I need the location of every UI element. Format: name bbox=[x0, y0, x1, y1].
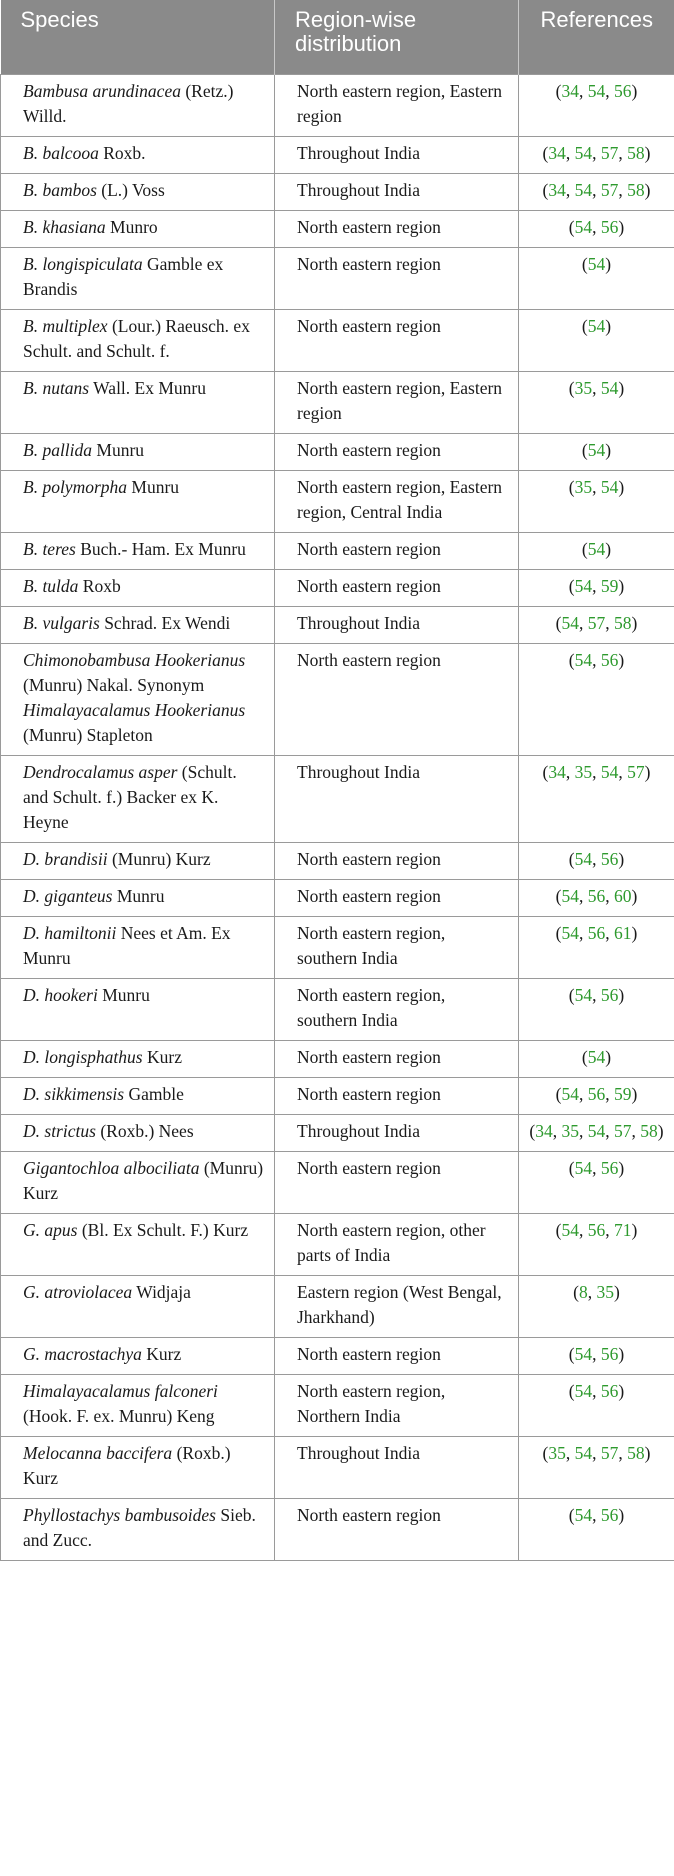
citation-link[interactable]: 60 bbox=[614, 885, 632, 906]
species-name: B. khasiana bbox=[23, 216, 106, 237]
species-authority: Munru bbox=[97, 984, 150, 1005]
table-row bbox=[1, 916, 674, 978]
species-cell bbox=[1, 606, 275, 643]
species-cell bbox=[1, 309, 275, 371]
species-authority: (L.) Voss bbox=[96, 179, 165, 200]
citation-link[interactable]: 58 bbox=[627, 1442, 645, 1463]
citation-link[interactable]: 54 bbox=[561, 1083, 579, 1104]
species-synonym-name: Himalayacalamus Hookerianus bbox=[23, 699, 246, 720]
region-cell: North eastern region, Eastern region, Central India bbox=[275, 470, 519, 532]
species-name: Chimonobambusa Hookerianus bbox=[23, 649, 246, 670]
citation-link[interactable]: 58 bbox=[627, 142, 645, 163]
region-cell: North eastern region bbox=[275, 643, 519, 755]
references-cell: (54, 56) bbox=[519, 978, 674, 1040]
species-cell bbox=[1, 1040, 275, 1077]
species-authority: Roxb bbox=[78, 575, 121, 596]
references-cell: (54) bbox=[519, 309, 674, 371]
species-authority: (Schult. and Schult. f.) Backer ex K. Heyne bbox=[23, 761, 237, 832]
citation-link[interactable]: 54 bbox=[574, 1157, 593, 1178]
species-cell bbox=[1, 1337, 275, 1374]
citation-link[interactable]: 35 bbox=[574, 476, 593, 497]
region-cell: North eastern region, Eastern region bbox=[275, 371, 519, 433]
species-authority: Munru bbox=[127, 476, 180, 497]
citation-link[interactable]: 56 bbox=[600, 1157, 619, 1178]
references-cell: (8, 35) bbox=[519, 1275, 674, 1337]
references-cell: (54, 56, 61) bbox=[519, 916, 674, 978]
species-authority: Wall. Ex Munru bbox=[89, 377, 206, 398]
species-name: B. balcooa bbox=[23, 142, 99, 163]
citation-link[interactable]: 34 bbox=[548, 761, 566, 782]
citation-link[interactable]: 56 bbox=[587, 922, 606, 943]
species-authority: (Roxb.) Nees bbox=[95, 1120, 194, 1141]
species-name: Himalayacalamus falconeri bbox=[23, 1380, 218, 1401]
species-name: B. nutans bbox=[23, 377, 90, 398]
species-name: D. giganteus bbox=[23, 885, 113, 906]
species-cell bbox=[1, 755, 275, 842]
species-cell bbox=[1, 210, 275, 247]
region-cell: North eastern region, Eastern region bbox=[275, 74, 519, 136]
table-row bbox=[1, 1114, 674, 1151]
table-row bbox=[1, 74, 674, 136]
table-row bbox=[1, 606, 674, 643]
citation-link[interactable]: 56 bbox=[600, 649, 619, 670]
region-cell: North eastern region bbox=[275, 842, 519, 879]
species-authority: Sieb. and Zucc. bbox=[23, 1504, 256, 1550]
citation-link[interactable]: 56 bbox=[614, 80, 632, 101]
species-authority: Munro bbox=[105, 216, 158, 237]
species-cell bbox=[1, 643, 275, 755]
region-cell: North eastern region bbox=[275, 1151, 519, 1213]
references-cell: (54, 56) bbox=[519, 1151, 674, 1213]
species-cell bbox=[1, 1114, 275, 1151]
citation-link[interactable]: 54 bbox=[574, 848, 593, 869]
region-cell: Throughout India bbox=[275, 606, 519, 643]
citation-link[interactable]: 61 bbox=[614, 922, 632, 943]
citation-link[interactable]: 58 bbox=[627, 179, 645, 200]
references-cell: (54, 56) bbox=[519, 1374, 674, 1436]
citation-link[interactable]: 57 bbox=[587, 612, 606, 633]
species-cell bbox=[1, 74, 275, 136]
species-authority: (Roxb.) Kurz bbox=[23, 1442, 231, 1488]
citation-link[interactable]: 54 bbox=[574, 216, 593, 237]
region-cell: North eastern region bbox=[275, 1077, 519, 1114]
region-cell: North eastern region, other parts of India bbox=[275, 1213, 519, 1275]
citation-link[interactable]: 59 bbox=[600, 575, 619, 596]
species-cell bbox=[1, 470, 275, 532]
region-cell: Throughout India bbox=[275, 755, 519, 842]
citation-link[interactable]: 56 bbox=[600, 1343, 619, 1364]
citation-link[interactable]: 54 bbox=[574, 1504, 593, 1525]
species-cell bbox=[1, 371, 275, 433]
table-row bbox=[1, 532, 674, 569]
citation-link[interactable]: 54 bbox=[561, 885, 579, 906]
species-name: G. macrostachya bbox=[23, 1343, 142, 1364]
species-name: B. multiplex bbox=[23, 315, 108, 336]
references-cell: (54, 57, 58) bbox=[519, 606, 674, 643]
citation-link[interactable]: 54 bbox=[574, 649, 593, 670]
citation-link[interactable]: 56 bbox=[587, 1083, 606, 1104]
table-row bbox=[1, 136, 674, 173]
references-cell: (54, 56, 60) bbox=[519, 879, 674, 916]
citation-link[interactable]: 54 bbox=[561, 1219, 579, 1240]
table-row bbox=[1, 842, 674, 879]
species-name: B. polymorpha bbox=[23, 476, 128, 497]
citation-link[interactable]: 56 bbox=[600, 1380, 619, 1401]
citation-link[interactable]: 54 bbox=[600, 476, 619, 497]
region-cell: North eastern region bbox=[275, 433, 519, 470]
species-name: G. atroviolacea bbox=[23, 1281, 133, 1302]
references-cell: (35, 54) bbox=[519, 371, 674, 433]
citation-link[interactable]: 54 bbox=[587, 538, 606, 559]
citation-link[interactable]: 56 bbox=[600, 216, 619, 237]
region-cell: Throughout India bbox=[275, 1436, 519, 1498]
species-cell bbox=[1, 879, 275, 916]
species-cell bbox=[1, 1374, 275, 1436]
table-row bbox=[1, 978, 674, 1040]
citation-link[interactable]: 34 bbox=[548, 142, 566, 163]
references-cell: (54) bbox=[519, 247, 674, 309]
citation-link[interactable]: 56 bbox=[600, 984, 619, 1005]
citation-link[interactable]: 57 bbox=[600, 142, 619, 163]
species-name: D. brandisii bbox=[23, 848, 108, 869]
species-name: G. apus bbox=[23, 1219, 78, 1240]
table-row bbox=[1, 470, 674, 532]
citation-link[interactable]: 54 bbox=[574, 179, 593, 200]
table-body bbox=[1, 74, 674, 1560]
citation-link[interactable]: 54 bbox=[600, 761, 619, 782]
references-cell: (34, 54, 57, 58) bbox=[519, 136, 674, 173]
species-name: D. longisphathus bbox=[23, 1046, 143, 1067]
citation-link[interactable]: 8 bbox=[579, 1281, 588, 1302]
table-row bbox=[1, 1498, 674, 1560]
species-cell bbox=[1, 1498, 275, 1560]
citation-link[interactable]: 56 bbox=[587, 885, 606, 906]
citation-link[interactable]: 54 bbox=[561, 612, 579, 633]
table-row bbox=[1, 210, 674, 247]
species-cell bbox=[1, 1077, 275, 1114]
species-name: B. tulda bbox=[23, 575, 79, 596]
species-name: Gigantochloa albociliata bbox=[23, 1157, 200, 1178]
region-cell: North eastern region, southern India bbox=[275, 978, 519, 1040]
references-cell: (54, 56) bbox=[519, 1337, 674, 1374]
citation-link[interactable]: 57 bbox=[600, 1442, 619, 1463]
species-cell bbox=[1, 1275, 275, 1337]
citation-link[interactable]: 56 bbox=[600, 1504, 619, 1525]
references-cell: (35, 54) bbox=[519, 470, 674, 532]
citation-link[interactable]: 54 bbox=[587, 439, 606, 460]
citation-link[interactable]: 54 bbox=[587, 1120, 606, 1141]
species-cell bbox=[1, 1151, 275, 1213]
table-row bbox=[1, 569, 674, 606]
citation-link[interactable]: 34 bbox=[561, 80, 579, 101]
species-synonym-authority: (Munru) Stapleton bbox=[23, 724, 153, 745]
citation-link[interactable]: 56 bbox=[600, 848, 619, 869]
species-authority: (Lour.) Raeusch. ex Schult. and Schult. f. bbox=[23, 315, 250, 361]
table-row bbox=[1, 433, 674, 470]
species-authority: Munru bbox=[92, 439, 145, 460]
table-row bbox=[1, 309, 674, 371]
species-cell bbox=[1, 173, 275, 210]
table-row bbox=[1, 1213, 674, 1275]
region-cell: North eastern region bbox=[275, 1337, 519, 1374]
species-name: Bambusa arundinacea bbox=[23, 80, 181, 101]
species-name: B. bambos bbox=[23, 179, 97, 200]
references-cell: (54, 56, 59) bbox=[519, 1077, 674, 1114]
region-cell: Throughout India bbox=[275, 1114, 519, 1151]
species-cell bbox=[1, 569, 275, 606]
citation-link[interactable]: 34 bbox=[535, 1120, 553, 1141]
region-cell: North eastern region bbox=[275, 247, 519, 309]
citation-link[interactable]: 54 bbox=[574, 1380, 593, 1401]
species-name: D. hookeri bbox=[23, 984, 98, 1005]
region-cell: North eastern region, southern India bbox=[275, 916, 519, 978]
references-cell: (54) bbox=[519, 532, 674, 569]
references-cell: (34, 54, 56) bbox=[519, 74, 674, 136]
species-cell bbox=[1, 247, 275, 309]
citation-link[interactable]: 54 bbox=[587, 253, 606, 274]
table-row bbox=[1, 755, 674, 842]
region-cell: North eastern region bbox=[275, 569, 519, 606]
region-cell: Throughout India bbox=[275, 136, 519, 173]
species-name: Phyllostachys bambusoides bbox=[23, 1504, 216, 1525]
citation-link[interactable]: 57 bbox=[627, 761, 645, 782]
table-row bbox=[1, 1275, 674, 1337]
references-cell: (54, 56) bbox=[519, 1498, 674, 1560]
references-cell: (54) bbox=[519, 1040, 674, 1077]
species-name: B. vulgaris bbox=[23, 612, 100, 633]
species-name: B. teres bbox=[23, 538, 76, 559]
citation-link[interactable]: 58 bbox=[614, 612, 632, 633]
citation-link[interactable]: 59 bbox=[614, 1083, 632, 1104]
header-references: References bbox=[519, 0, 674, 74]
references-cell: (54, 59) bbox=[519, 569, 674, 606]
species-name: D. sikkimensis bbox=[23, 1083, 125, 1104]
species-name: D. strictus bbox=[23, 1120, 96, 1141]
citation-link[interactable]: 54 bbox=[600, 377, 619, 398]
species-name: B. pallida bbox=[23, 439, 93, 460]
species-authority: Buch.- Ham. Ex Munru bbox=[75, 538, 246, 559]
region-cell: North eastern region bbox=[275, 210, 519, 247]
citation-link[interactable]: 35 bbox=[548, 1442, 566, 1463]
species-authority: Gamble bbox=[124, 1083, 184, 1104]
species-authority: Nees et Am. Ex Munru bbox=[23, 922, 231, 968]
region-cell: North eastern region bbox=[275, 1040, 519, 1077]
species-cell bbox=[1, 433, 275, 470]
species-authority: (Munru) Nakal. Synonym bbox=[23, 674, 205, 695]
citation-link[interactable]: 71 bbox=[614, 1219, 632, 1240]
references-cell: (54, 56, 71) bbox=[519, 1213, 674, 1275]
citation-link[interactable]: 54 bbox=[574, 1343, 593, 1364]
citation-link[interactable]: 54 bbox=[587, 1046, 606, 1067]
species-cell bbox=[1, 532, 275, 569]
table-row bbox=[1, 643, 674, 755]
region-cell: North eastern region, Northern India bbox=[275, 1374, 519, 1436]
table-row bbox=[1, 371, 674, 433]
citation-link[interactable]: 54 bbox=[574, 575, 593, 596]
citation-link[interactable]: 34 bbox=[548, 179, 566, 200]
references-cell: (54, 56) bbox=[519, 643, 674, 755]
citation-link[interactable]: 54 bbox=[587, 315, 606, 336]
header-region: Region-wise distribution bbox=[275, 0, 519, 74]
citation-link[interactable]: 54 bbox=[574, 142, 593, 163]
table-row bbox=[1, 1077, 674, 1114]
region-cell: North eastern region bbox=[275, 532, 519, 569]
species-name: D. hamiltonii bbox=[23, 922, 117, 943]
species-authority: Munru bbox=[112, 885, 165, 906]
species-name: Dendrocalamus asper bbox=[23, 761, 178, 782]
region-cell: North eastern region bbox=[275, 1498, 519, 1560]
table-header bbox=[1, 0, 674, 74]
species-cell bbox=[1, 1436, 275, 1498]
species-authority: Widjaja bbox=[132, 1281, 191, 1302]
table-row bbox=[1, 1151, 674, 1213]
species-authority: (Retz.) Willd. bbox=[23, 80, 234, 126]
references-cell: (54, 56) bbox=[519, 842, 674, 879]
species-cell bbox=[1, 1213, 275, 1275]
region-cell: North eastern region bbox=[275, 309, 519, 371]
table-row bbox=[1, 879, 674, 916]
citation-link[interactable]: 58 bbox=[640, 1120, 658, 1141]
region-cell: Throughout India bbox=[275, 173, 519, 210]
references-cell: (35, 54, 57, 58) bbox=[519, 1436, 674, 1498]
references-cell: (54, 56) bbox=[519, 210, 674, 247]
species-cell bbox=[1, 916, 275, 978]
references-cell: (34, 54, 57, 58) bbox=[519, 173, 674, 210]
species-authority: (Hook. F. ex. Munru) Keng bbox=[23, 1405, 215, 1426]
species-cell bbox=[1, 842, 275, 879]
species-authority: (Bl. Ex Schult. F.) Kurz bbox=[77, 1219, 249, 1240]
table-row bbox=[1, 173, 674, 210]
citation-link[interactable]: 57 bbox=[600, 179, 619, 200]
citation-link[interactable]: 56 bbox=[587, 1219, 606, 1240]
references-cell: (34, 35, 54, 57, 58) bbox=[519, 1114, 674, 1151]
species-name: B. longispiculata bbox=[23, 253, 143, 274]
citation-link[interactable]: 35 bbox=[574, 761, 593, 782]
table-row bbox=[1, 1040, 674, 1077]
region-cell: North eastern region bbox=[275, 879, 519, 916]
species-authority: Kurz bbox=[141, 1343, 182, 1364]
citation-link[interactable]: 54 bbox=[587, 80, 606, 101]
references-cell: (54) bbox=[519, 433, 674, 470]
species-cell bbox=[1, 136, 275, 173]
region-cell: Eastern region (West Bengal, Jharkhand) bbox=[275, 1275, 519, 1337]
table-row bbox=[1, 1374, 674, 1436]
citation-link[interactable]: 57 bbox=[614, 1120, 632, 1141]
references-cell: (34, 35, 54, 57) bbox=[519, 755, 674, 842]
table-row bbox=[1, 1436, 674, 1498]
species-authority: Schrad. Ex Wendi bbox=[99, 612, 231, 633]
species-cell bbox=[1, 978, 275, 1040]
species-authority: (Munru) Kurz bbox=[107, 848, 211, 869]
species-name: Melocanna baccifera bbox=[23, 1442, 173, 1463]
citation-link[interactable]: 35 bbox=[561, 1120, 579, 1141]
header-species: Species bbox=[1, 0, 275, 74]
citation-link[interactable]: 54 bbox=[574, 984, 593, 1005]
species-authority: Gamble ex Brandis bbox=[23, 253, 224, 299]
table-row bbox=[1, 1337, 674, 1374]
species-authority: Kurz bbox=[142, 1046, 182, 1067]
citation-link[interactable]: 35 bbox=[574, 377, 593, 398]
citation-link[interactable]: 54 bbox=[561, 922, 579, 943]
species-authority: (Munru) Kurz bbox=[23, 1157, 264, 1203]
species-authority: Roxb. bbox=[98, 142, 146, 163]
citation-link[interactable]: 35 bbox=[596, 1281, 614, 1302]
table-row bbox=[1, 247, 674, 309]
citation-link[interactable]: 54 bbox=[574, 1442, 593, 1463]
